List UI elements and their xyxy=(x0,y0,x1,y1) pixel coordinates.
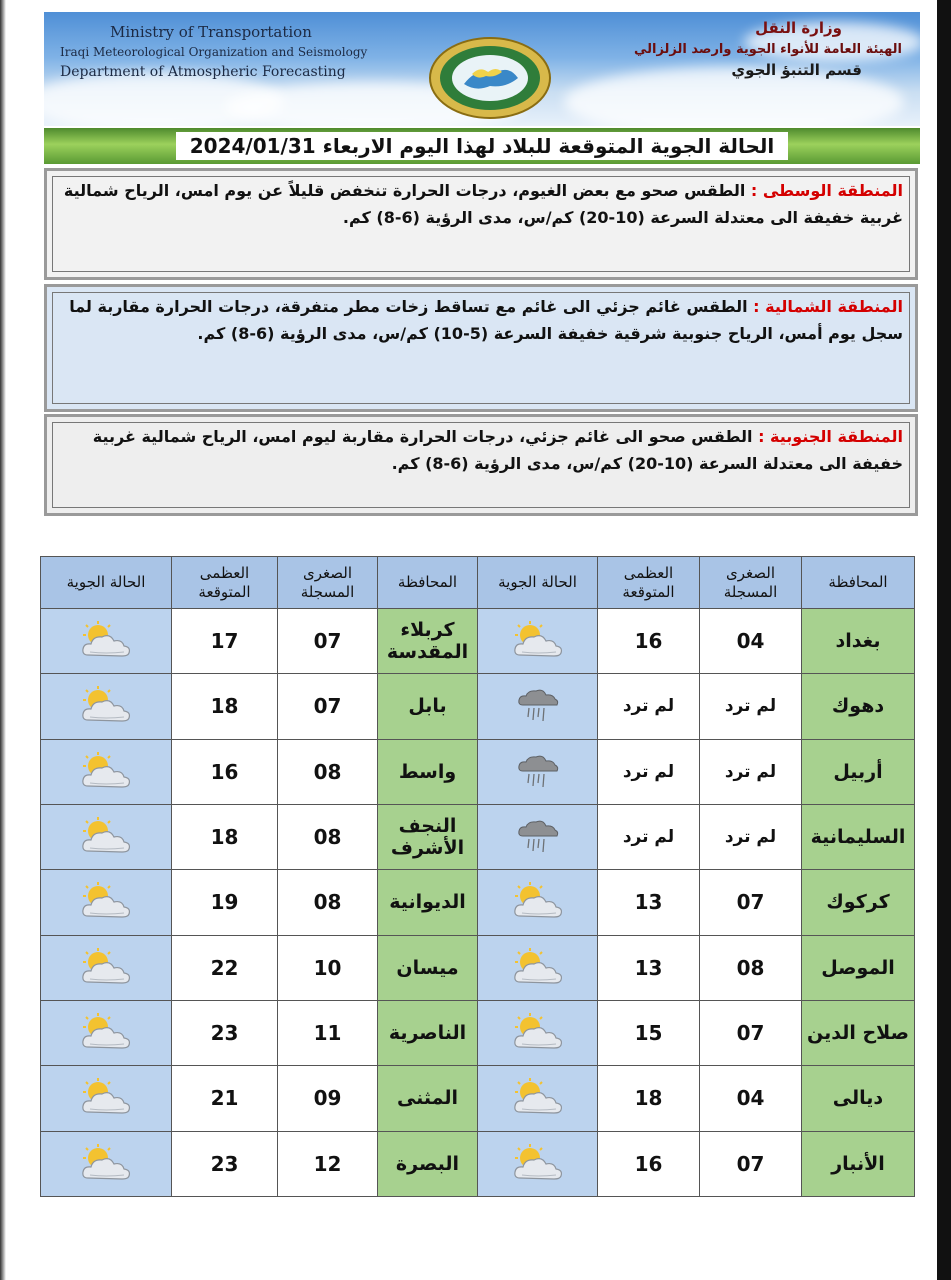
weather-cell xyxy=(41,739,172,804)
min-temp-cell: 07 xyxy=(278,674,378,739)
partly-cloudy-icon xyxy=(41,686,171,726)
page-left-edge xyxy=(0,0,10,1280)
partly-cloudy-icon xyxy=(41,1078,171,1118)
min-temp-cell: 07 xyxy=(700,870,802,935)
min-temp-cell: 10 xyxy=(278,935,378,1000)
table-header-row xyxy=(41,557,915,609)
min-temp-cell: 07 xyxy=(700,1131,802,1196)
table-row xyxy=(41,1000,915,1065)
partly-cloudy-icon xyxy=(478,948,597,988)
max-temp-cell: 18 xyxy=(598,1066,700,1131)
governorate-cell: البصرة xyxy=(378,1131,478,1196)
table-row xyxy=(41,674,915,739)
partly-cloudy-icon xyxy=(478,1078,597,1118)
region-name: المنطقة الشمالية : xyxy=(753,297,903,316)
weather-cell xyxy=(478,609,598,674)
weather-cell xyxy=(41,609,172,674)
min-temp-cell: 07 xyxy=(278,609,378,674)
region-north xyxy=(44,284,918,412)
partly-cloudy-icon xyxy=(41,1144,171,1184)
organization-name-en: Iraqi Meteorological Organization and Seismology xyxy=(60,45,368,59)
max-temp-cell: 18 xyxy=(172,674,278,739)
min-temp-cell: 08 xyxy=(700,935,802,1000)
table-row xyxy=(41,870,915,935)
partly-cloudy-icon xyxy=(41,882,171,922)
forecast-table xyxy=(40,556,915,1197)
max-temp-cell: 16 xyxy=(172,739,278,804)
region-text: الطقس صحو مع بعض الغيوم، درجات الحرارة تنخفض قليلاً عن يوم امس، الرياح شمالية غربية خفيفة الى معتدلة السرعة (10-20) كم/س، مدى الرؤية (6-8) كم. xyxy=(63,181,903,227)
header-banner xyxy=(44,12,920,126)
governorate-cell: النجف الأشرف xyxy=(378,804,478,869)
weather-cell xyxy=(478,1066,598,1131)
max-temp-cell: 21 xyxy=(172,1066,278,1131)
region-south xyxy=(44,414,918,516)
partly-cloudy-icon xyxy=(41,817,171,857)
no-data-icon xyxy=(478,753,597,791)
page-right-edge xyxy=(937,0,951,1280)
max-temp-cell: 22 xyxy=(172,935,278,1000)
header-governorate: المحافظة xyxy=(802,557,915,609)
min-temp-cell: 09 xyxy=(278,1066,378,1131)
governorate-cell: كربلاء المقدسة xyxy=(378,609,478,674)
header-min-recorded: الصغرى المسجلة xyxy=(700,557,802,609)
weather-cell xyxy=(41,804,172,869)
weather-cell xyxy=(478,870,598,935)
max-temp-cell: 23 xyxy=(172,1131,278,1196)
min-temp-cell: 08 xyxy=(278,870,378,935)
table-row xyxy=(41,739,915,804)
header-arabic-block xyxy=(634,18,902,81)
weather-cell xyxy=(478,739,598,804)
region-central xyxy=(44,168,918,280)
min-temp-cell: لم ترد xyxy=(700,674,802,739)
ministry-name-ar: وزارة النقل xyxy=(755,19,842,37)
min-temp-cell: 08 xyxy=(278,739,378,804)
weather-cell xyxy=(41,1000,172,1065)
header-max-expected: العظمى المتوقعة xyxy=(172,557,278,609)
governorate-cell: واسط xyxy=(378,739,478,804)
organization-name-ar: الهيئة العامة للأنواء الجوية وارصد الزلزالي xyxy=(633,42,902,57)
weather-cell xyxy=(478,674,598,739)
meteorology-organization-seal-icon xyxy=(428,36,552,120)
header-english-block xyxy=(60,22,367,82)
weather-cell xyxy=(41,870,172,935)
weather-cell xyxy=(478,804,598,869)
governorate-cell: صلاح الدين xyxy=(802,1000,915,1065)
governorate-cell: الناصرية xyxy=(378,1000,478,1065)
max-temp-cell: لم ترد xyxy=(598,804,700,869)
governorate-cell: دهوك xyxy=(802,674,915,739)
no-data-icon xyxy=(478,818,597,856)
max-temp-cell: 17 xyxy=(172,609,278,674)
min-temp-cell: 04 xyxy=(700,1066,802,1131)
min-temp-cell: لم ترد xyxy=(700,739,802,804)
min-temp-cell: 08 xyxy=(278,804,378,869)
weather-cell xyxy=(478,1131,598,1196)
min-temp-cell: 04 xyxy=(700,609,802,674)
department-name-ar: قسم التنبؤ الجوي xyxy=(731,61,862,79)
max-temp-cell: 13 xyxy=(598,870,700,935)
weather-cell xyxy=(478,1000,598,1065)
table-row xyxy=(41,1066,915,1131)
header-governorate: المحافظة xyxy=(378,557,478,609)
governorate-cell: الديوانية xyxy=(378,870,478,935)
header-weather: الحالة الجوية xyxy=(41,557,172,609)
max-temp-cell: 16 xyxy=(598,609,700,674)
header-min-recorded: الصغرى المسجلة xyxy=(278,557,378,609)
partly-cloudy-icon xyxy=(41,1013,171,1053)
header-max-expected: العظمى المتوقعة xyxy=(598,557,700,609)
partly-cloudy-icon xyxy=(478,882,597,922)
partly-cloudy-icon xyxy=(41,621,171,661)
governorate-cell: الأنبار xyxy=(802,1131,915,1196)
governorate-cell: أربيل xyxy=(802,739,915,804)
table-row xyxy=(41,935,915,1000)
partly-cloudy-icon xyxy=(478,1013,597,1053)
governorate-cell: ميسان xyxy=(378,935,478,1000)
partly-cloudy-icon xyxy=(478,621,597,661)
weather-cell xyxy=(41,674,172,739)
weather-cell xyxy=(41,935,172,1000)
max-temp-cell: 13 xyxy=(598,935,700,1000)
table-row xyxy=(41,1131,915,1196)
no-data-icon xyxy=(478,687,597,725)
max-temp-cell: 15 xyxy=(598,1000,700,1065)
min-temp-cell: لم ترد xyxy=(700,804,802,869)
min-temp-cell: 12 xyxy=(278,1131,378,1196)
weather-cell xyxy=(41,1066,172,1131)
governorate-cell: الموصل xyxy=(802,935,915,1000)
max-temp-cell: 16 xyxy=(598,1131,700,1196)
region-name: المنطقة الوسطى : xyxy=(750,181,903,200)
ministry-name-en: Ministry of Transportation xyxy=(110,23,312,41)
governorate-cell: المثنى xyxy=(378,1066,478,1131)
table-row xyxy=(41,609,915,674)
partly-cloudy-icon xyxy=(41,948,171,988)
header-weather: الحالة الجوية xyxy=(478,557,598,609)
region-text: الطقس غائم جزئي الى غائم مع تساقط زخات مطر متفرقة، درجات الحرارة مقاربة لما سجل يوم أمس، الرياح جنوبية شرقية خفيفة السرعة (5-10) كم/س، مدى الرؤية (6-8) كم. xyxy=(69,297,903,343)
max-temp-cell: 19 xyxy=(172,870,278,935)
department-name-en: Department of Atmospheric Forecasting xyxy=(60,64,346,80)
page-title: الحالة الجوية المتوقعة للبلاد لهذا اليوم الاربعاء 2024/01/31 xyxy=(176,132,788,160)
min-temp-cell: 07 xyxy=(700,1000,802,1065)
min-temp-cell: 11 xyxy=(278,1000,378,1065)
max-temp-cell: 18 xyxy=(172,804,278,869)
max-temp-cell: 23 xyxy=(172,1000,278,1065)
weather-cell xyxy=(41,1131,172,1196)
governorate-cell: السليمانية xyxy=(802,804,915,869)
governorate-cell: ديالى xyxy=(802,1066,915,1131)
partly-cloudy-icon xyxy=(41,752,171,792)
title-band xyxy=(44,128,920,164)
governorate-cell: كركوك xyxy=(802,870,915,935)
weather-cell xyxy=(478,935,598,1000)
region-text: الطقس صحو الى غائم جزئي، درجات الحرارة مقاربة ليوم امس، الرياح شمالية غربية خفيفة الى معتدلة السرعة (10-20) كم/س، مدى الرؤية (6-8) كم. xyxy=(92,427,903,473)
max-temp-cell: لم ترد xyxy=(598,739,700,804)
governorate-cell: بغداد xyxy=(802,609,915,674)
region-name: المنطقة الجنوبية : xyxy=(758,427,903,446)
governorate-cell: بابل xyxy=(378,674,478,739)
partly-cloudy-icon xyxy=(478,1144,597,1184)
max-temp-cell: لم ترد xyxy=(598,674,700,739)
table-row xyxy=(41,804,915,869)
